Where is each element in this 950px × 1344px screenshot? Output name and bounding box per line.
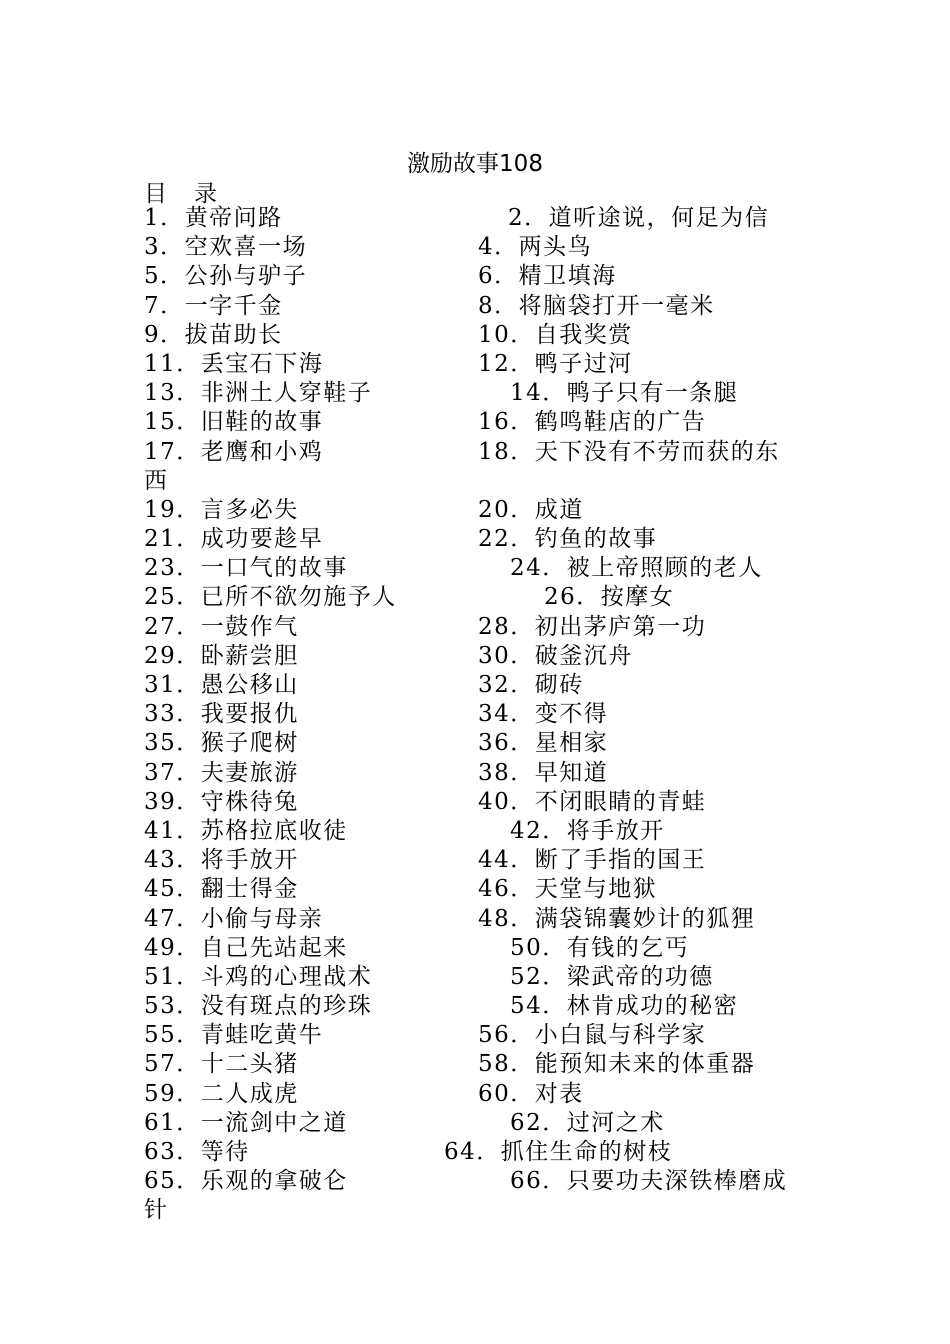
toc-entry-right: 62．过河之术 — [510, 1109, 665, 1136]
toc-entry-right: 36．星相家 — [478, 730, 609, 757]
toc-entry-left: 63．等待 — [144, 1139, 250, 1165]
toc-entry-left: 57．十二头猪 — [144, 1051, 299, 1078]
toc-entry-right: 6．精卫填海 — [478, 263, 617, 290]
toc-entry-right: 30．破釜沉舟 — [478, 642, 633, 669]
toc-entry-left: 65．乐观的拿破仑 — [144, 1168, 348, 1195]
toc-entry-right: 44．断了手指的国王 — [478, 847, 707, 874]
toc-row — [0, 525, 950, 554]
toc-row — [0, 204, 950, 233]
toc-row — [0, 905, 950, 934]
toc-entry-left: 59．二人成虎 — [144, 1080, 299, 1107]
toc-entry-right: 10．自我奖赏 — [478, 321, 633, 348]
toc-entry-left: 23．一口气的故事 — [144, 555, 348, 582]
toc-entry-left: 31．愚公移山 — [144, 672, 299, 698]
toc-entry-left: 55．青蛙吃黄牛 — [144, 1022, 324, 1049]
toc-entry-right: 28．初出茅庐第一功 — [478, 613, 707, 640]
toc-row — [0, 262, 950, 291]
toc-entry-left: 35．猴子爬树 — [144, 730, 299, 757]
table-of-contents — [0, 204, 950, 1226]
toc-entry-right: 22．钓鱼的故事 — [478, 526, 658, 553]
toc-row — [0, 321, 950, 350]
toc-entry-left: 41．苏格拉底收徒 — [144, 817, 348, 844]
toc-entry-right: 12．鸭子过河 — [478, 350, 633, 377]
toc-entry-left: 17．老鹰和小鸡 — [144, 438, 324, 465]
toc-row — [0, 671, 950, 700]
toc-entry-right: 20．成道 — [478, 496, 584, 523]
toc-row — [0, 379, 950, 408]
toc-entry-right: 50．有钱的乞丐 — [510, 934, 690, 961]
toc-row — [0, 817, 950, 846]
toc-entry-left: 3．空欢喜一场 — [144, 234, 308, 261]
toc-row — [0, 408, 950, 437]
toc-entry-right: 4．两头鸟 — [478, 234, 593, 261]
toc-entry-left: 45．翻士得金 — [144, 876, 299, 903]
document-title: 激励故事108 — [407, 151, 543, 177]
toc-entry-left: 49．自己先站起来 — [144, 934, 348, 961]
toc-entry-right: 52．梁武帝的功德 — [510, 963, 714, 990]
toc-entry-left: 9．拔苗助长 — [144, 321, 283, 348]
toc-entry-right: 26．按摩女 — [544, 584, 675, 611]
toc-entry-left: 61．一流剑中之道 — [144, 1109, 348, 1136]
toc-entry-right: 24．被上帝照顾的老人 — [510, 555, 763, 582]
toc-row — [0, 992, 950, 1021]
toc-entry-right: 16．鹤鸣鞋店的广告 — [478, 409, 707, 436]
toc-entry-right: 42．将手放开 — [510, 817, 665, 844]
toc-row — [0, 496, 950, 525]
toc-row — [0, 1050, 950, 1079]
toc-entry-left: 53．没有斑点的珍珠 — [144, 993, 373, 1020]
toc-entry-left: 51．斗鸡的心理战术 — [144, 963, 373, 990]
toc-entry-left: 39．守株待兔 — [144, 788, 299, 815]
toc-entry-left: 西 — [144, 467, 169, 494]
toc-row — [0, 700, 950, 729]
toc-entry-right: 18．天下没有不劳而获的东 — [478, 438, 780, 465]
toc-row — [0, 788, 950, 817]
toc-entry-left: 19．言多必失 — [144, 496, 299, 523]
toc-entry-left: 27．一鼓作气 — [144, 613, 299, 640]
toc-row — [0, 875, 950, 904]
toc-entry-right: 54．林肯成功的秘密 — [510, 993, 739, 1020]
toc-entry-left: 25．已所不欲勿施予人 — [144, 584, 397, 611]
toc-row — [0, 1196, 950, 1225]
toc-entry-right: 60．对表 — [478, 1080, 584, 1107]
toc-row — [0, 1109, 950, 1138]
toc-entry-left: 1．黄帝问路 — [144, 205, 283, 231]
toc-row — [0, 963, 950, 992]
toc-row — [0, 292, 950, 321]
toc-entry-right: 14．鸭子只有一条腿 — [510, 380, 739, 407]
toc-entry-left: 33．我要报仇 — [144, 701, 299, 728]
toc-entry-right: 38．早知道 — [478, 759, 609, 786]
toc-entry-right: 56．小白鼠与科学家 — [478, 1022, 707, 1049]
toc-row — [0, 1021, 950, 1050]
toc-row — [0, 467, 950, 496]
toc-entry-left: 针 — [144, 1197, 169, 1224]
toc-row — [0, 233, 950, 262]
toc-entry-right: 2．道听途说，何足为信 — [508, 205, 770, 231]
toc-entry-right: 46．天堂与地狱 — [478, 876, 658, 903]
toc-entry-right: 66．只要功夫深铁棒磨成 — [510, 1168, 788, 1195]
toc-entry-left: 21．成功要趁早 — [144, 526, 324, 553]
toc-entry-right: 40．不闭眼睛的青蛙 — [478, 788, 707, 815]
toc-heading: 目 录 — [144, 181, 219, 207]
toc-entry-left: 29．卧薪尝胆 — [144, 642, 299, 669]
toc-row — [0, 729, 950, 758]
toc-entry-left: 5．公孙与驴子 — [144, 263, 308, 290]
toc-entry-left: 7．一字千金 — [144, 292, 283, 319]
toc-row — [0, 642, 950, 671]
toc-row — [0, 350, 950, 379]
toc-entry-left: 43．将手放开 — [144, 847, 299, 874]
toc-entry-right: 32．砌砖 — [478, 672, 584, 698]
toc-entry-right: 58．能预知未来的体重器 — [478, 1051, 756, 1078]
toc-entry-right: 34．变不得 — [478, 701, 609, 728]
toc-entry-left: 47．小偷与母亲 — [144, 905, 324, 932]
toc-row — [0, 613, 950, 642]
toc-entry-left: 11．丢宝石下海 — [144, 350, 324, 377]
toc-row — [0, 1167, 950, 1196]
toc-row — [0, 934, 950, 963]
toc-row — [0, 554, 950, 583]
toc-row — [0, 583, 950, 612]
toc-row — [0, 846, 950, 875]
toc-row — [0, 1080, 950, 1109]
toc-entry-left: 13．非洲土人穿鞋子 — [144, 380, 373, 407]
toc-entry-right: 8．将脑袋打开一毫米 — [478, 292, 715, 319]
toc-row — [0, 1138, 950, 1167]
toc-row — [0, 438, 950, 467]
toc-entry-left: 37．夫妻旅游 — [144, 759, 299, 786]
toc-entry-right: 48．满袋锦囊妙计的狐狸 — [478, 905, 756, 932]
toc-entry-right: 64．抓住生命的树枝 — [444, 1139, 673, 1165]
toc-entry-left: 15．旧鞋的故事 — [144, 409, 324, 436]
toc-row — [0, 759, 950, 788]
